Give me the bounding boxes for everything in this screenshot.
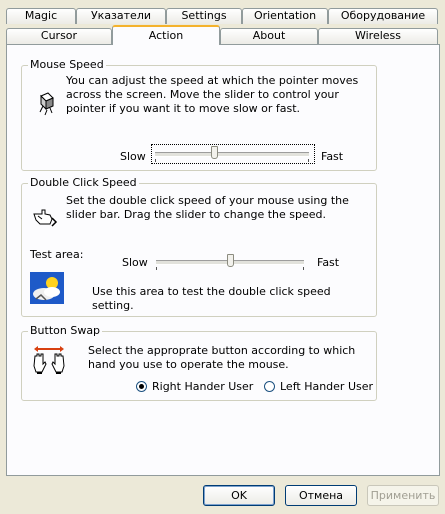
tab-label: Settings bbox=[181, 9, 227, 22]
double-click-fast-label: Fast bbox=[317, 256, 340, 269]
tab-label: Указатели bbox=[90, 9, 152, 22]
ok-button[interactable]: OK bbox=[203, 485, 275, 506]
tab-label: Cursor bbox=[40, 29, 78, 42]
button-swap-description: Select the approprate button according to which hand you use to operate the mouse. bbox=[88, 344, 356, 371]
right-hander-radio[interactable] bbox=[136, 381, 147, 392]
slider-tick bbox=[303, 267, 304, 270]
tab-about[interactable] bbox=[220, 28, 318, 44]
slider-track bbox=[155, 152, 309, 157]
tab-panel-action bbox=[6, 44, 440, 476]
tab-label: Magic bbox=[24, 9, 58, 22]
group-title: Double Click Speed bbox=[30, 176, 137, 189]
double-click-slider[interactable] bbox=[156, 254, 304, 270]
tab-label: Wireless bbox=[354, 29, 402, 42]
tab-hardware[interactable] bbox=[328, 8, 438, 24]
double-click-slider-thumb[interactable] bbox=[227, 254, 234, 267]
slider-tick bbox=[308, 159, 309, 162]
cancel-button[interactable]: Отмена bbox=[285, 485, 357, 506]
button-swap-group bbox=[21, 324, 377, 401]
tab-orientation[interactable] bbox=[242, 8, 328, 24]
group-title: Button Swap bbox=[30, 324, 101, 337]
tab-label: About bbox=[252, 29, 286, 42]
group-title: Mouse Speed bbox=[30, 58, 104, 71]
slider-tick bbox=[156, 267, 157, 270]
button-swap-icon bbox=[32, 346, 66, 376]
tab-label: Оборудование bbox=[340, 9, 426, 22]
mouse-speed-group bbox=[21, 58, 377, 171]
hand-pointer-icon bbox=[32, 206, 58, 228]
mouse-speed-description: You can adjust the speed at which the pointer moves across the screen. Move the slider to control your pointer if you want it to move slow or fast. bbox=[66, 74, 359, 115]
mouse-speed-fast-label: Fast bbox=[321, 150, 344, 163]
tab-magic[interactable] bbox=[6, 8, 76, 24]
tab-label: Orientation bbox=[253, 9, 317, 22]
mouse-speed-slow-label: Slow bbox=[120, 150, 146, 163]
double-click-description: Set the double click speed of your mouse using the slider bar. Drag the slider to change the speed. bbox=[66, 194, 349, 221]
mouse-speed-icon bbox=[38, 92, 56, 116]
double-click-group bbox=[21, 176, 377, 317]
double-click-slow-label: Slow bbox=[122, 256, 148, 269]
apply-button[interactable]: Применить bbox=[367, 485, 439, 506]
tab-action[interactable] bbox=[112, 25, 220, 45]
left-hander-radio[interactable] bbox=[264, 381, 275, 392]
mouse-speed-slider-thumb[interactable] bbox=[211, 146, 218, 159]
tab-wireless[interactable] bbox=[318, 28, 438, 44]
right-hander-label[interactable]: Right Hander User bbox=[152, 380, 254, 393]
left-hander-label[interactable]: Left Hander User bbox=[280, 380, 374, 393]
tab-label: Action bbox=[148, 29, 184, 42]
slider-tick bbox=[155, 159, 156, 162]
test-area-icon[interactable] bbox=[30, 272, 64, 304]
mouse-speed-slider[interactable] bbox=[155, 146, 309, 162]
tab-settings[interactable] bbox=[166, 8, 242, 24]
tab-pointers[interactable] bbox=[76, 8, 166, 24]
test-area-text[interactable]: Use this area to test the double click speed setting. bbox=[92, 285, 331, 312]
test-area-label: Test area: bbox=[30, 248, 84, 261]
tab-cursor[interactable] bbox=[6, 28, 112, 44]
